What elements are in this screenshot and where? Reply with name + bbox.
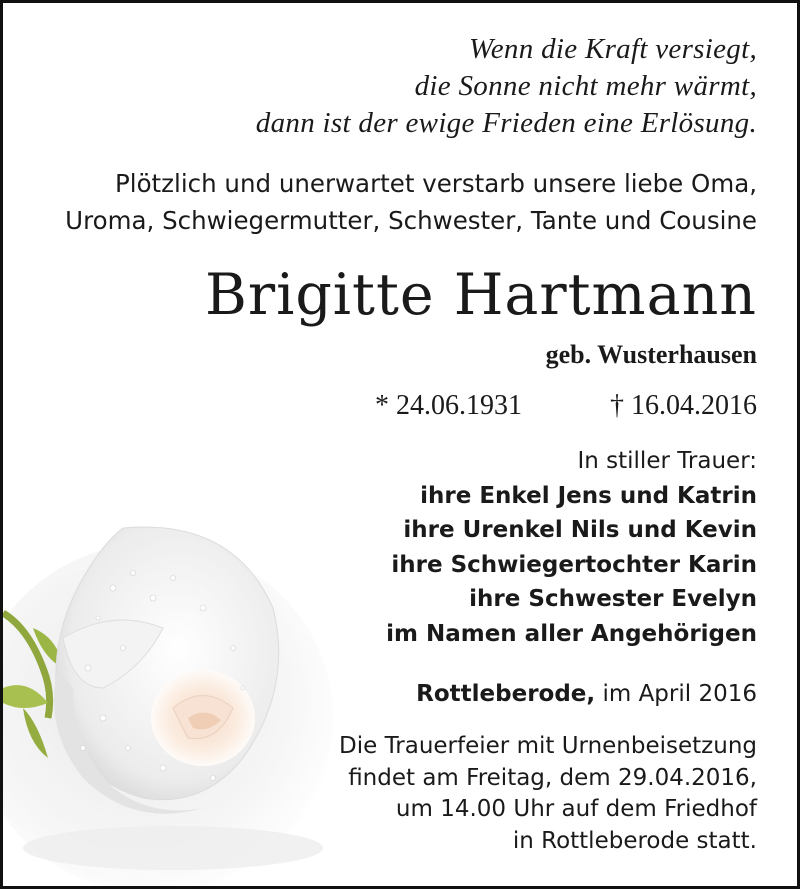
service-line: findet am Freitag, dem 29.04.2016, [348, 764, 757, 791]
poem-line: die Sonne nicht mehr wärmt, [414, 70, 757, 102]
poem-line: Wenn die Kraft versiegt, [468, 33, 757, 65]
service-line: um 14.00 Uhr auf dem Friedhof [395, 796, 757, 822]
place-and-date [416, 677, 757, 711]
birth-date: * 24.06.1931 [375, 390, 522, 421]
mourner-line: ihre Urenkel Nils und Kevin [403, 517, 757, 543]
mourner-line: im Namen aller Angehörigen [386, 620, 757, 647]
mourner-line: ihre Schwester Evelyn [469, 586, 757, 612]
service-line: Die Trauerfeier mit Urnenbeisetzung [339, 733, 757, 759]
white-rose-image [3, 518, 333, 888]
mourners-block [386, 444, 757, 651]
life-dates [375, 388, 757, 424]
mourning-heading: In stiller Trauer: [577, 448, 757, 474]
announcement-line: Plötzlich und unerwartet verstarb unsere liebe Oma, [114, 169, 757, 198]
poem-line: dann ist der ewige Frieden eine Erlösung. [255, 107, 757, 139]
town: Rottleberode, [416, 681, 596, 707]
notice-date: im April 2016 [602, 681, 757, 707]
death-date: † 16.04.2016 [610, 390, 757, 421]
announcement-text [65, 165, 757, 239]
funeral-service-info [339, 731, 757, 857]
deceased-name: Brigitte Hartmann [204, 262, 757, 328]
announcement-line: Uroma, Schwiegermutter, Schwester, Tante und Cousine [65, 206, 757, 235]
poem [256, 31, 757, 142]
service-line: in Rottleberode statt. [512, 827, 757, 854]
mourner-line: ihre Schwiegertochter Karin [391, 551, 757, 578]
maiden-name: geb. Wusterhausen [545, 340, 757, 369]
mourner-line: ihre Enkel Jens und Katrin [420, 482, 757, 509]
